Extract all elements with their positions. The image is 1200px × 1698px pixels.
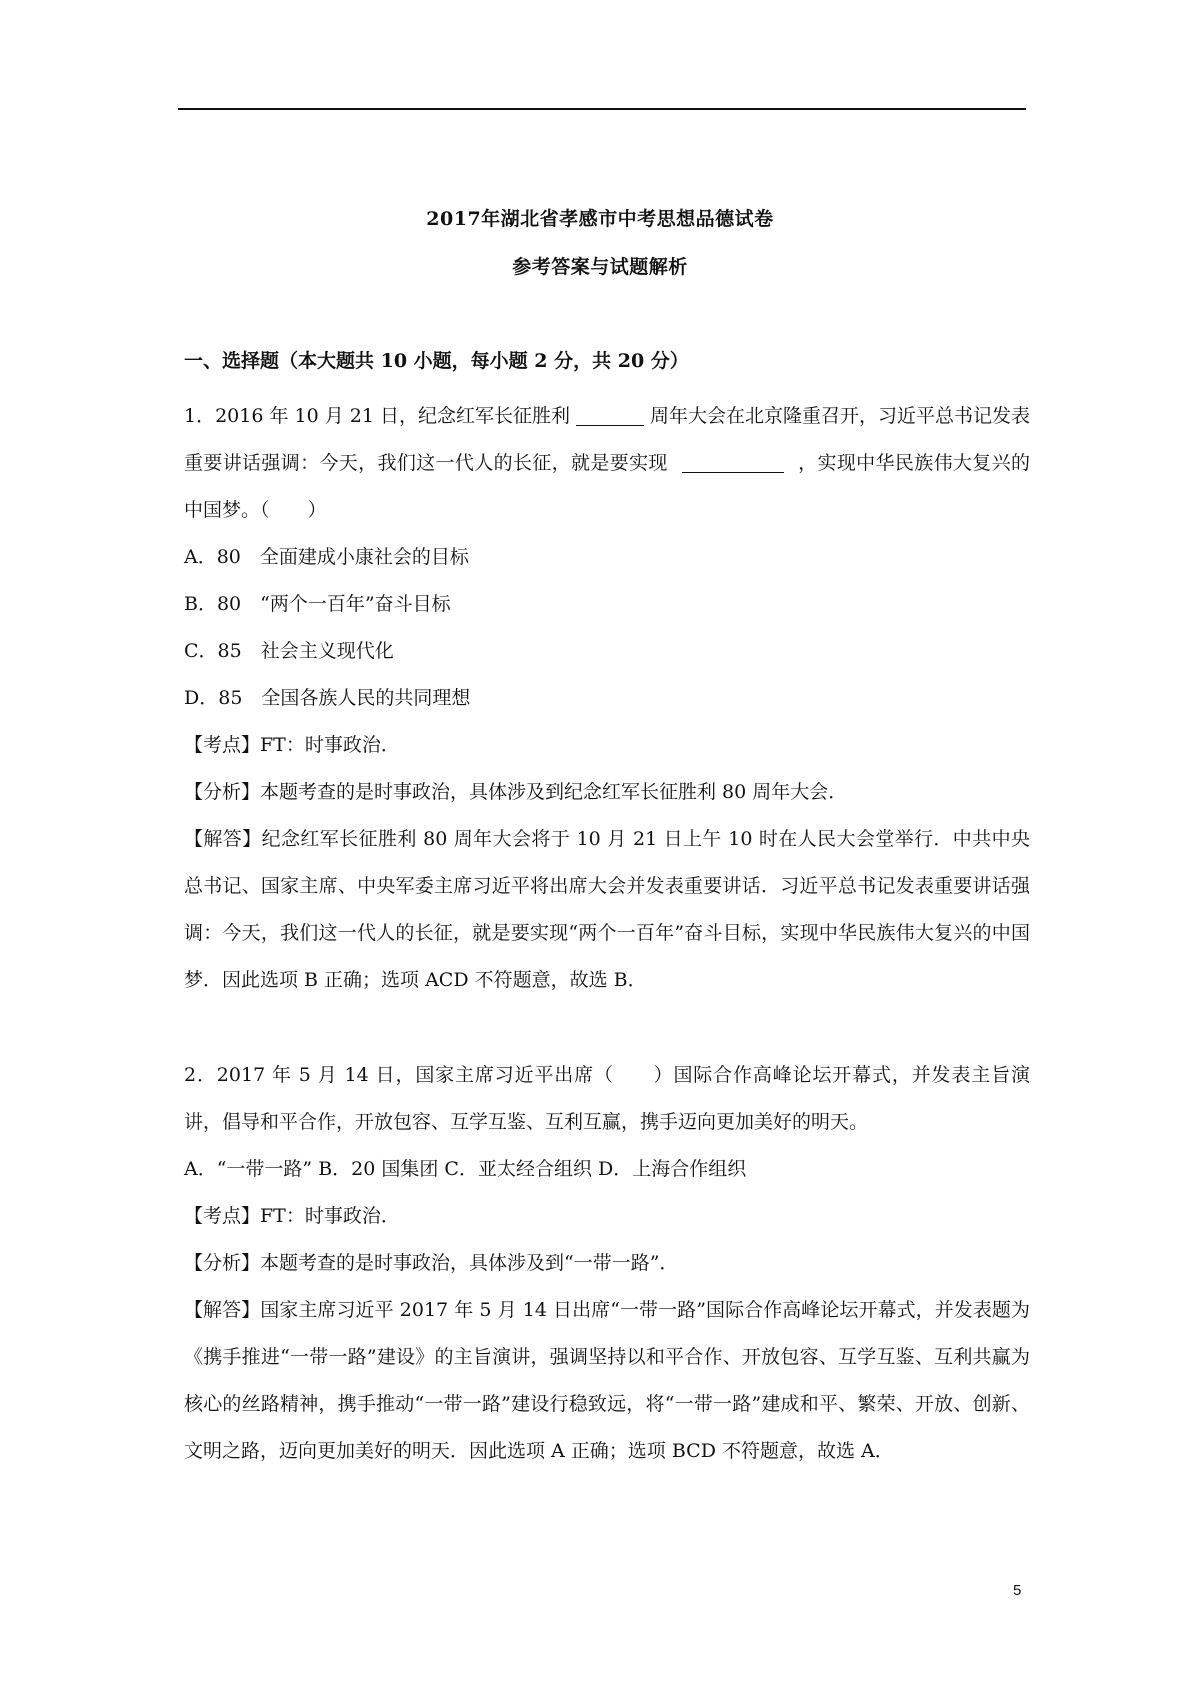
question-1-option-a: A．80 全面建成小康社会的目标: [184, 546, 469, 568]
page-title: 2017年湖北省孝感市中考思想品德试卷: [426, 208, 774, 230]
question-2-options: A．“一带一路” B．20 国集团 C．亚太经合组织 D．上海合作组织: [184, 1158, 747, 1180]
answer-blank: [682, 450, 784, 473]
question-1-stem-part-c: ，实现中华民族伟大复兴的中国梦。（ ）: [184, 452, 1030, 521]
question-2-jieda: 【解答】国家主席习近平 2017 年 5 月 14 日出席“一带一路”国际合作高峰论坛开幕式，并发表题为《携手推进“一带一路”建设》的主旨演讲，强调坚持以和平合作、开放包容、互学互鉴、互利共赢为核心的丝路精神，携手推动“一带一路”建设行稳致远，将“一带一路”建成和平、繁荣、开放、创新、文明之路，迈向更加美好的明天．因此选项 A 正确；选项 BCD 不符题意，故选 A．: [184, 1299, 1030, 1462]
page-subtitle: 参考答案与试题解析: [512, 256, 688, 278]
page-number: 5: [1013, 1582, 1022, 1599]
question-1-kaodian: 【考点】FT：时事政治．: [184, 734, 400, 756]
header-rule: [178, 108, 1026, 110]
question-1-option-c: C．85 社会主义现代化: [184, 640, 394, 662]
question-2-fenxi: 【分析】本题考查的是时事政治，具体涉及到“一带一路”．: [184, 1252, 679, 1274]
question-1-option-d: D．85 全国各族人民的共同理想: [184, 687, 471, 709]
question-1-jieda: 【解答】纪念红军长征胜利 80 周年大会将于 10 月 21 日上午 10 时在人民大会堂举行．中共中央总书记、国家主席、中央军委主席习近平将出席大会并发表重要讲话．习近平总书记发表重要讲话强调：今天，我们这一代人的长征，就是要实现“两个一百年”奋斗目标，实现中华民族伟大复兴的中国梦．因此选项 B 正确；选项 ACD 不符题意，故选 B．: [184, 828, 1030, 991]
question-1-stem: [184, 393, 1030, 534]
answer-blank: [576, 403, 644, 426]
question-1-fenxi: 【分析】本题考查的是时事政治，具体涉及到纪念红军长征胜利 80 周年大会．: [184, 781, 848, 803]
question-2-kaodian: 【考点】FT：时事政治．: [184, 1205, 400, 1227]
question-2-stem: 2．2017 年 5 月 14 日，国家主席习近平出席（ ）国际合作高峰论坛开幕式，并发表主旨演讲，倡导和平合作，开放包容、互学互鉴、互利互赢，携手迈向更加美好的明天。: [184, 1064, 1030, 1133]
question-1-stem-part-a: 1．2016 年 10 月 21 日，纪念红军长征胜利: [184, 405, 570, 427]
section-heading: 一、选择题（本大题共 10 小题，每小题 2 分，共 20 分）: [184, 350, 689, 372]
question-1-option-b: B．80 “两个一百年”奋斗目标: [184, 593, 451, 615]
question-1-stem-part-b: 周年大会在北京隆重召开，习近平总书记发表重要讲话强调：今天，我们这一代人的长征，就是要实现: [184, 405, 1031, 474]
